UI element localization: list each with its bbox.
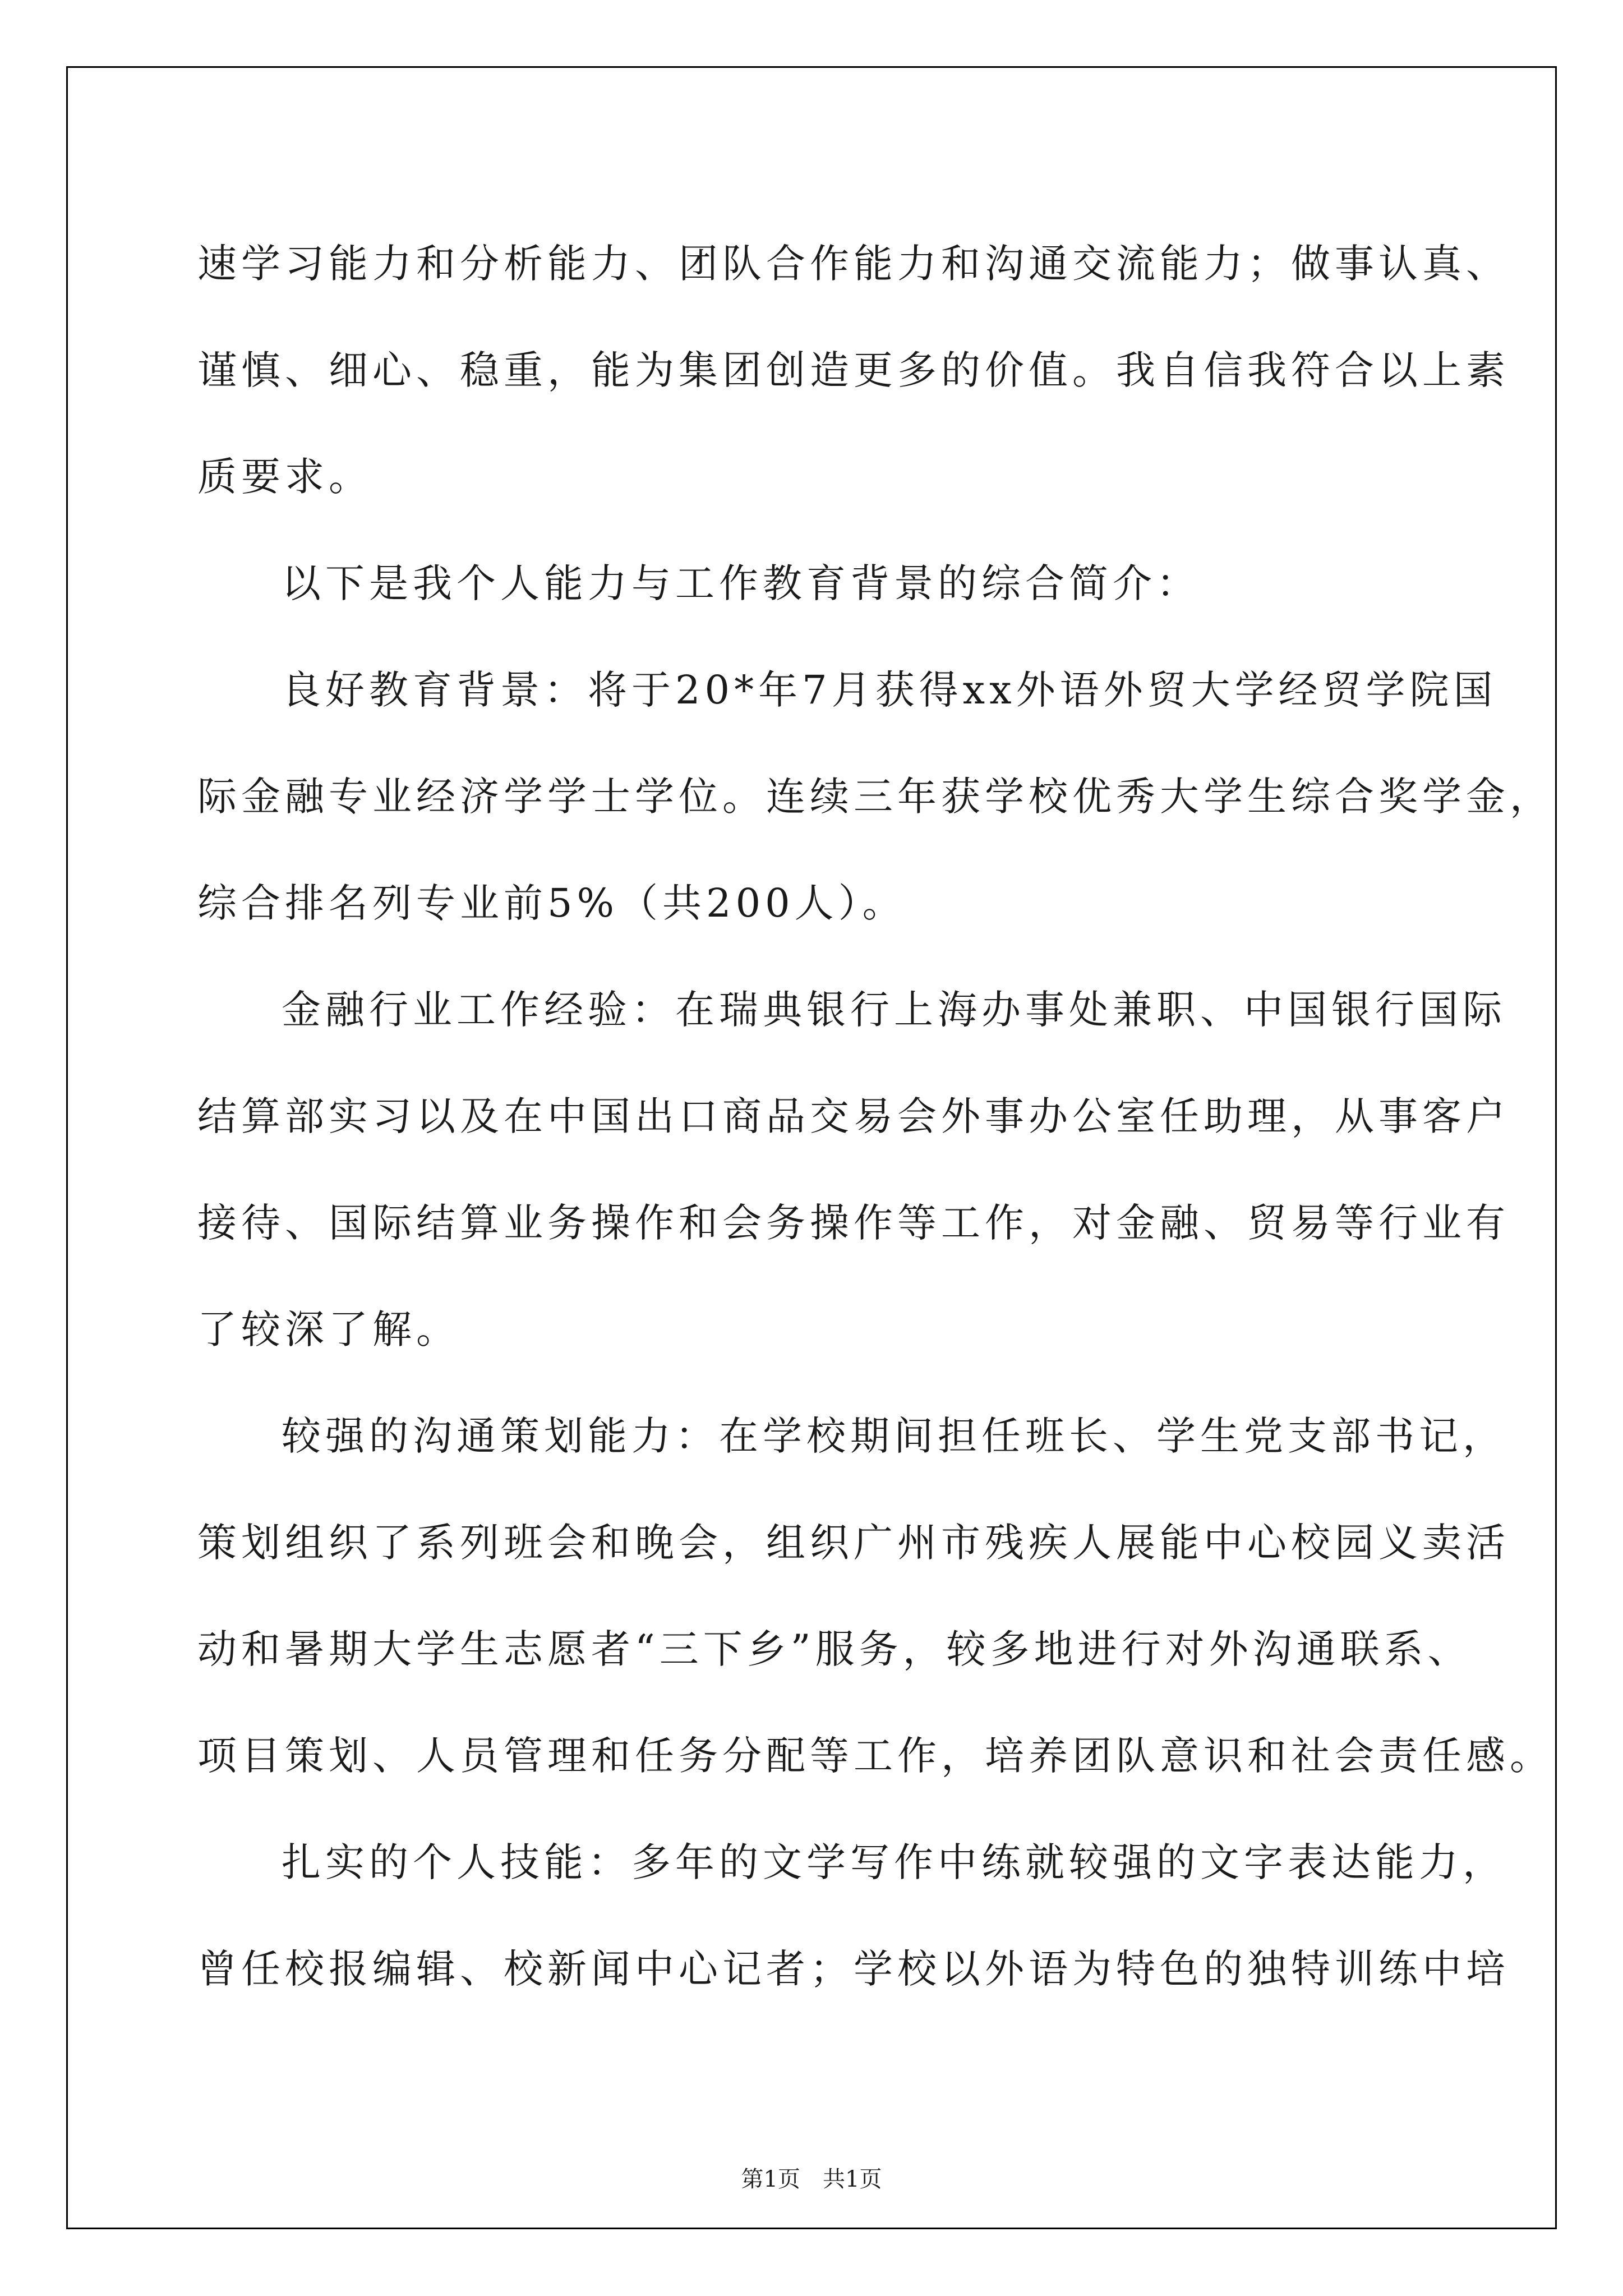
paragraph — [197, 530, 1454, 637]
text-line: 策划组织了系列班会和晚会，组织广州市残疾人展能中心校园义卖活 — [197, 1520, 1510, 1566]
text-line: 接待、国际结算业务操作和会务操作等工作，对金融、贸易等行业有 — [197, 1200, 1510, 1246]
text-line: 项目策划、人员管理和任务分配等工作，培养团队意识和社会责任感。 — [197, 1733, 1553, 1779]
text-line: 综合排名列专业前5%（共200人）。 — [197, 880, 906, 926]
text-line: 速学习能力和分析能力、团队合作能力和沟通交流能力；做事认真、 — [197, 241, 1510, 287]
text-line: 金融行业工作经验：在瑞典银行上海办事处兼职、中国银行国际 — [282, 987, 1506, 1033]
paragraph — [197, 637, 1553, 956]
paragraph — [197, 956, 1510, 1383]
text-line: 际金融专业经济学学士学位。连续三年获学校优秀大学生综合奖学金， — [197, 774, 1553, 820]
text-line: 良好教育背景：将于20*年7月获得xx外语外贸大学经贸学院国 — [282, 667, 1497, 713]
paragraph — [197, 1809, 1510, 2022]
text-line: 结算部实习以及在中国出口商品交易会外事办公室任助理，从事客户 — [197, 1093, 1510, 1139]
paragraph — [197, 1383, 1553, 1809]
text-line: 以下是我个人能力与工作教育背景的综合简介： — [282, 560, 1200, 606]
text-line: 了较深了解。 — [197, 1306, 460, 1352]
paragraph — [197, 210, 1510, 530]
document-body — [197, 210, 1553, 2022]
text-line: 质要求。 — [197, 454, 372, 500]
text-line: 扎实的个人技能：多年的文学写作中练就较强的文字表达能力， — [282, 1839, 1506, 1885]
text-line: 动和暑期大学生志愿者“三下乡”服务，较多地进行对外沟通联系、 — [197, 1626, 1472, 1672]
page-footer: 第1页 共1页 — [741, 2166, 882, 2192]
text-line: 谨慎、细心、稳重，能为集团创造更多的价值。我自信我符合以上素 — [197, 347, 1510, 393]
text-line: 曾任校报编辑、校新闻中心记者；学校以外语为特色的独特训练中培 — [197, 1946, 1510, 1992]
text-line: 较强的沟通策划能力：在学校期间担任班长、学生党支部书记， — [282, 1413, 1506, 1459]
